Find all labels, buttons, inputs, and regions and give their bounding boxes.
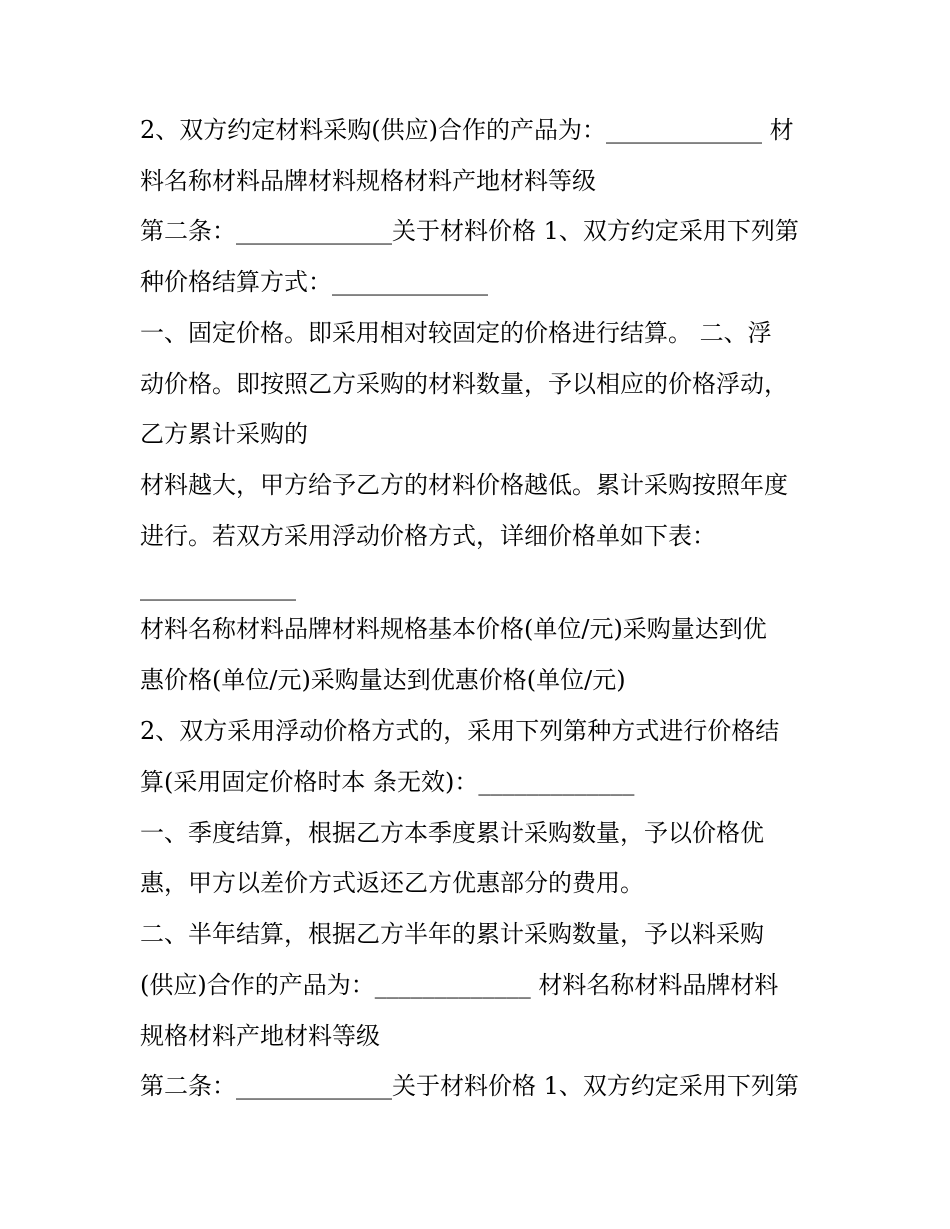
text-line: 料名称材料品牌材料规格材料产地材料等级 (140, 167, 596, 195)
text-line: 一、季度结算，根据乙方本季度累计采购数量，予以价格优 (140, 819, 764, 847)
text-line: _____________ (140, 573, 296, 601)
text-line: 第二条：_____________关于材料价格 1、双方约定采用下列第 (140, 217, 799, 245)
text-line: 种价格结算方式：_____________ (140, 268, 488, 296)
text-line: 二、半年结算，根据乙方半年的累计采购数量，予以料采购 (140, 920, 764, 948)
text-line: 乙方累计采购的 (140, 420, 308, 448)
text-line: 算(采用固定价格时本 条无效)：_____________ (140, 768, 635, 796)
text-line: 材料名称材料品牌材料规格基本价格(单位/元)采购量达到优 (140, 615, 767, 643)
text-line: 2、双方采用浮动价格方式的，采用下列第种方式进行价格结 (140, 717, 780, 745)
text-line: 动价格。即按照乙方采购的材料数量，予以相应的价格浮动， (140, 370, 788, 398)
text-line: 材料越大，甲方给予乙方的材料价格越低。累计采购按照年度 (140, 471, 788, 499)
text-line: 惠，甲方以差价方式返还乙方优惠部分的费用。 (140, 869, 644, 897)
text-line: 第二条：_____________关于材料价格 1、双方约定采用下列第 (140, 1072, 799, 1100)
text-line: (供应)合作的产品为：_____________ 材料名称材料品牌材料 (140, 971, 779, 999)
text-line: 惠价格(单位/元)采购量达到优惠价格(单位/元) (140, 666, 626, 694)
text-line: 一、固定价格。即采用相对较固定的价格进行结算。 二、浮 (140, 319, 772, 347)
text-line: 规格材料产地材料等级 (140, 1022, 380, 1050)
text-line: 2、双方约定材料采购(供应)合作的产品为：_____________ 材 (140, 116, 794, 144)
text-line: 进行。若双方采用浮动价格方式，详细价格单如下表： (140, 522, 716, 550)
